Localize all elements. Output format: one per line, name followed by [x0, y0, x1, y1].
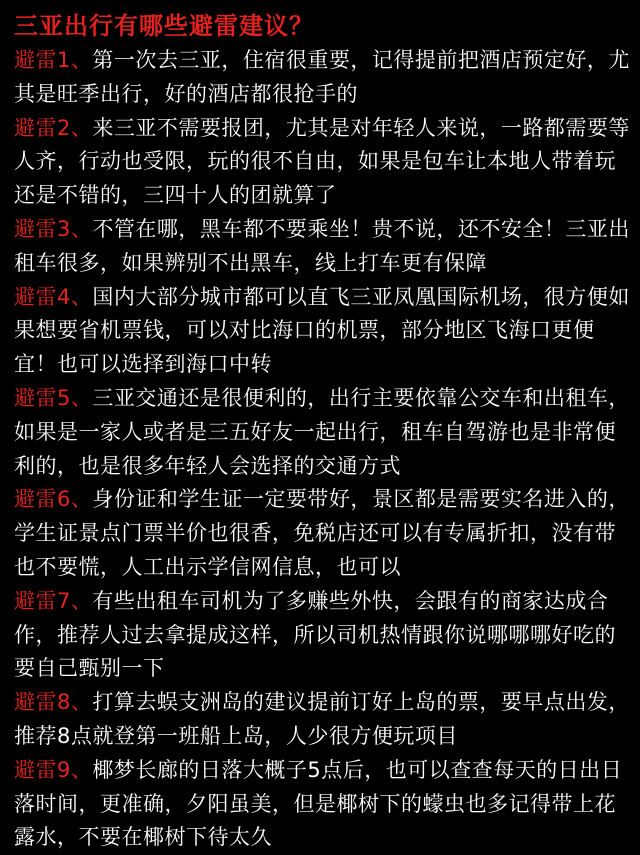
tip-text: 三亚交通还是很便利的，出行主要依靠公交车和出租车，如果是一家人或者是三五好友一起出行，租车自驾游也是非常便利的，也是很多年轻人会选择的交通方式: [14, 385, 630, 478]
tip-item-4: [14, 281, 632, 382]
tip-label: 避雷5、: [14, 385, 93, 410]
tip-item-2: [14, 112, 632, 213]
tip-item-7: [14, 585, 632, 686]
tip-text: 有些出租车司机为了多赚些外快，会跟有的商家达成合作，推荐人过去拿提成这样，所以司机热情跟你说哪哪哪好吃的要自己甄别一下: [14, 588, 616, 681]
tip-text: 来三亚不需要报团，尤其是对年轻人来说，一路都需要等人齐，行动也受限，玩的很不自由，如果是包车让本地人带着玩还是不错的，三四十人的团就算了: [14, 115, 630, 208]
tip-text: 不管在哪，黑车都不要乘坐！贵不说，还不安全！三亚出租车很多，如果辨别不出黑车，线上打车更有保障: [14, 216, 630, 275]
tip-label: 避雷7、: [14, 588, 93, 613]
tip-text: 身份证和学生证一定要带好，景区都是需要实名进入的，学生证景点门票半价也很香，免税店还可以有专属折扣，没有带也不要慌，人工出示学信网信息，也可以: [14, 487, 630, 579]
tip-label: 避雷6、: [14, 487, 93, 512]
tip-label: 避雷1、: [14, 48, 93, 72]
tip-text: 第一次去三亚，住宿很重要，记得提前把酒店预定好，尤其是旺季出行，好的酒店都很抢手的: [14, 48, 630, 106]
tip-label: 避雷8、: [14, 690, 93, 715]
page-title: 三亚出行有哪些避雷建议？: [14, 12, 314, 40]
tip-text: 国内大部分城市都可以直飞三亚凤凰国际机场，很方便如果想要省机票钱，可以对比海口的机票，部分地区飞海口更便宜！也可以选择到海口中转: [14, 284, 630, 377]
tip-text: 椰梦长廊的日落大概子5点后，也可以查查每天的日出日落时间，更准确，夕阳虽美，但是椰树下的蠓虫也多记得带上花露水，不要在椰树下待太久: [14, 757, 623, 850]
tip-item-8: [14, 686, 632, 754]
tip-item-6: [14, 483, 632, 584]
tip-label: 避雷3、: [14, 216, 93, 241]
tip-text: 打算去蜈支洲岛的建议提前订好上岛的票，要早点出发，推荐8点就登第一班船上岛，人少很方便玩项目: [14, 690, 630, 748]
tip-item-9: [14, 754, 632, 855]
tip-item-3: [14, 213, 632, 281]
tips-list: [14, 44, 632, 855]
tip-item-5: [14, 382, 632, 483]
tip-label: 避雷4、: [14, 284, 93, 309]
tip-label: 避雷2、: [14, 115, 93, 140]
tip-item-1: [14, 44, 632, 112]
tip-label: 避雷9、: [14, 757, 93, 782]
